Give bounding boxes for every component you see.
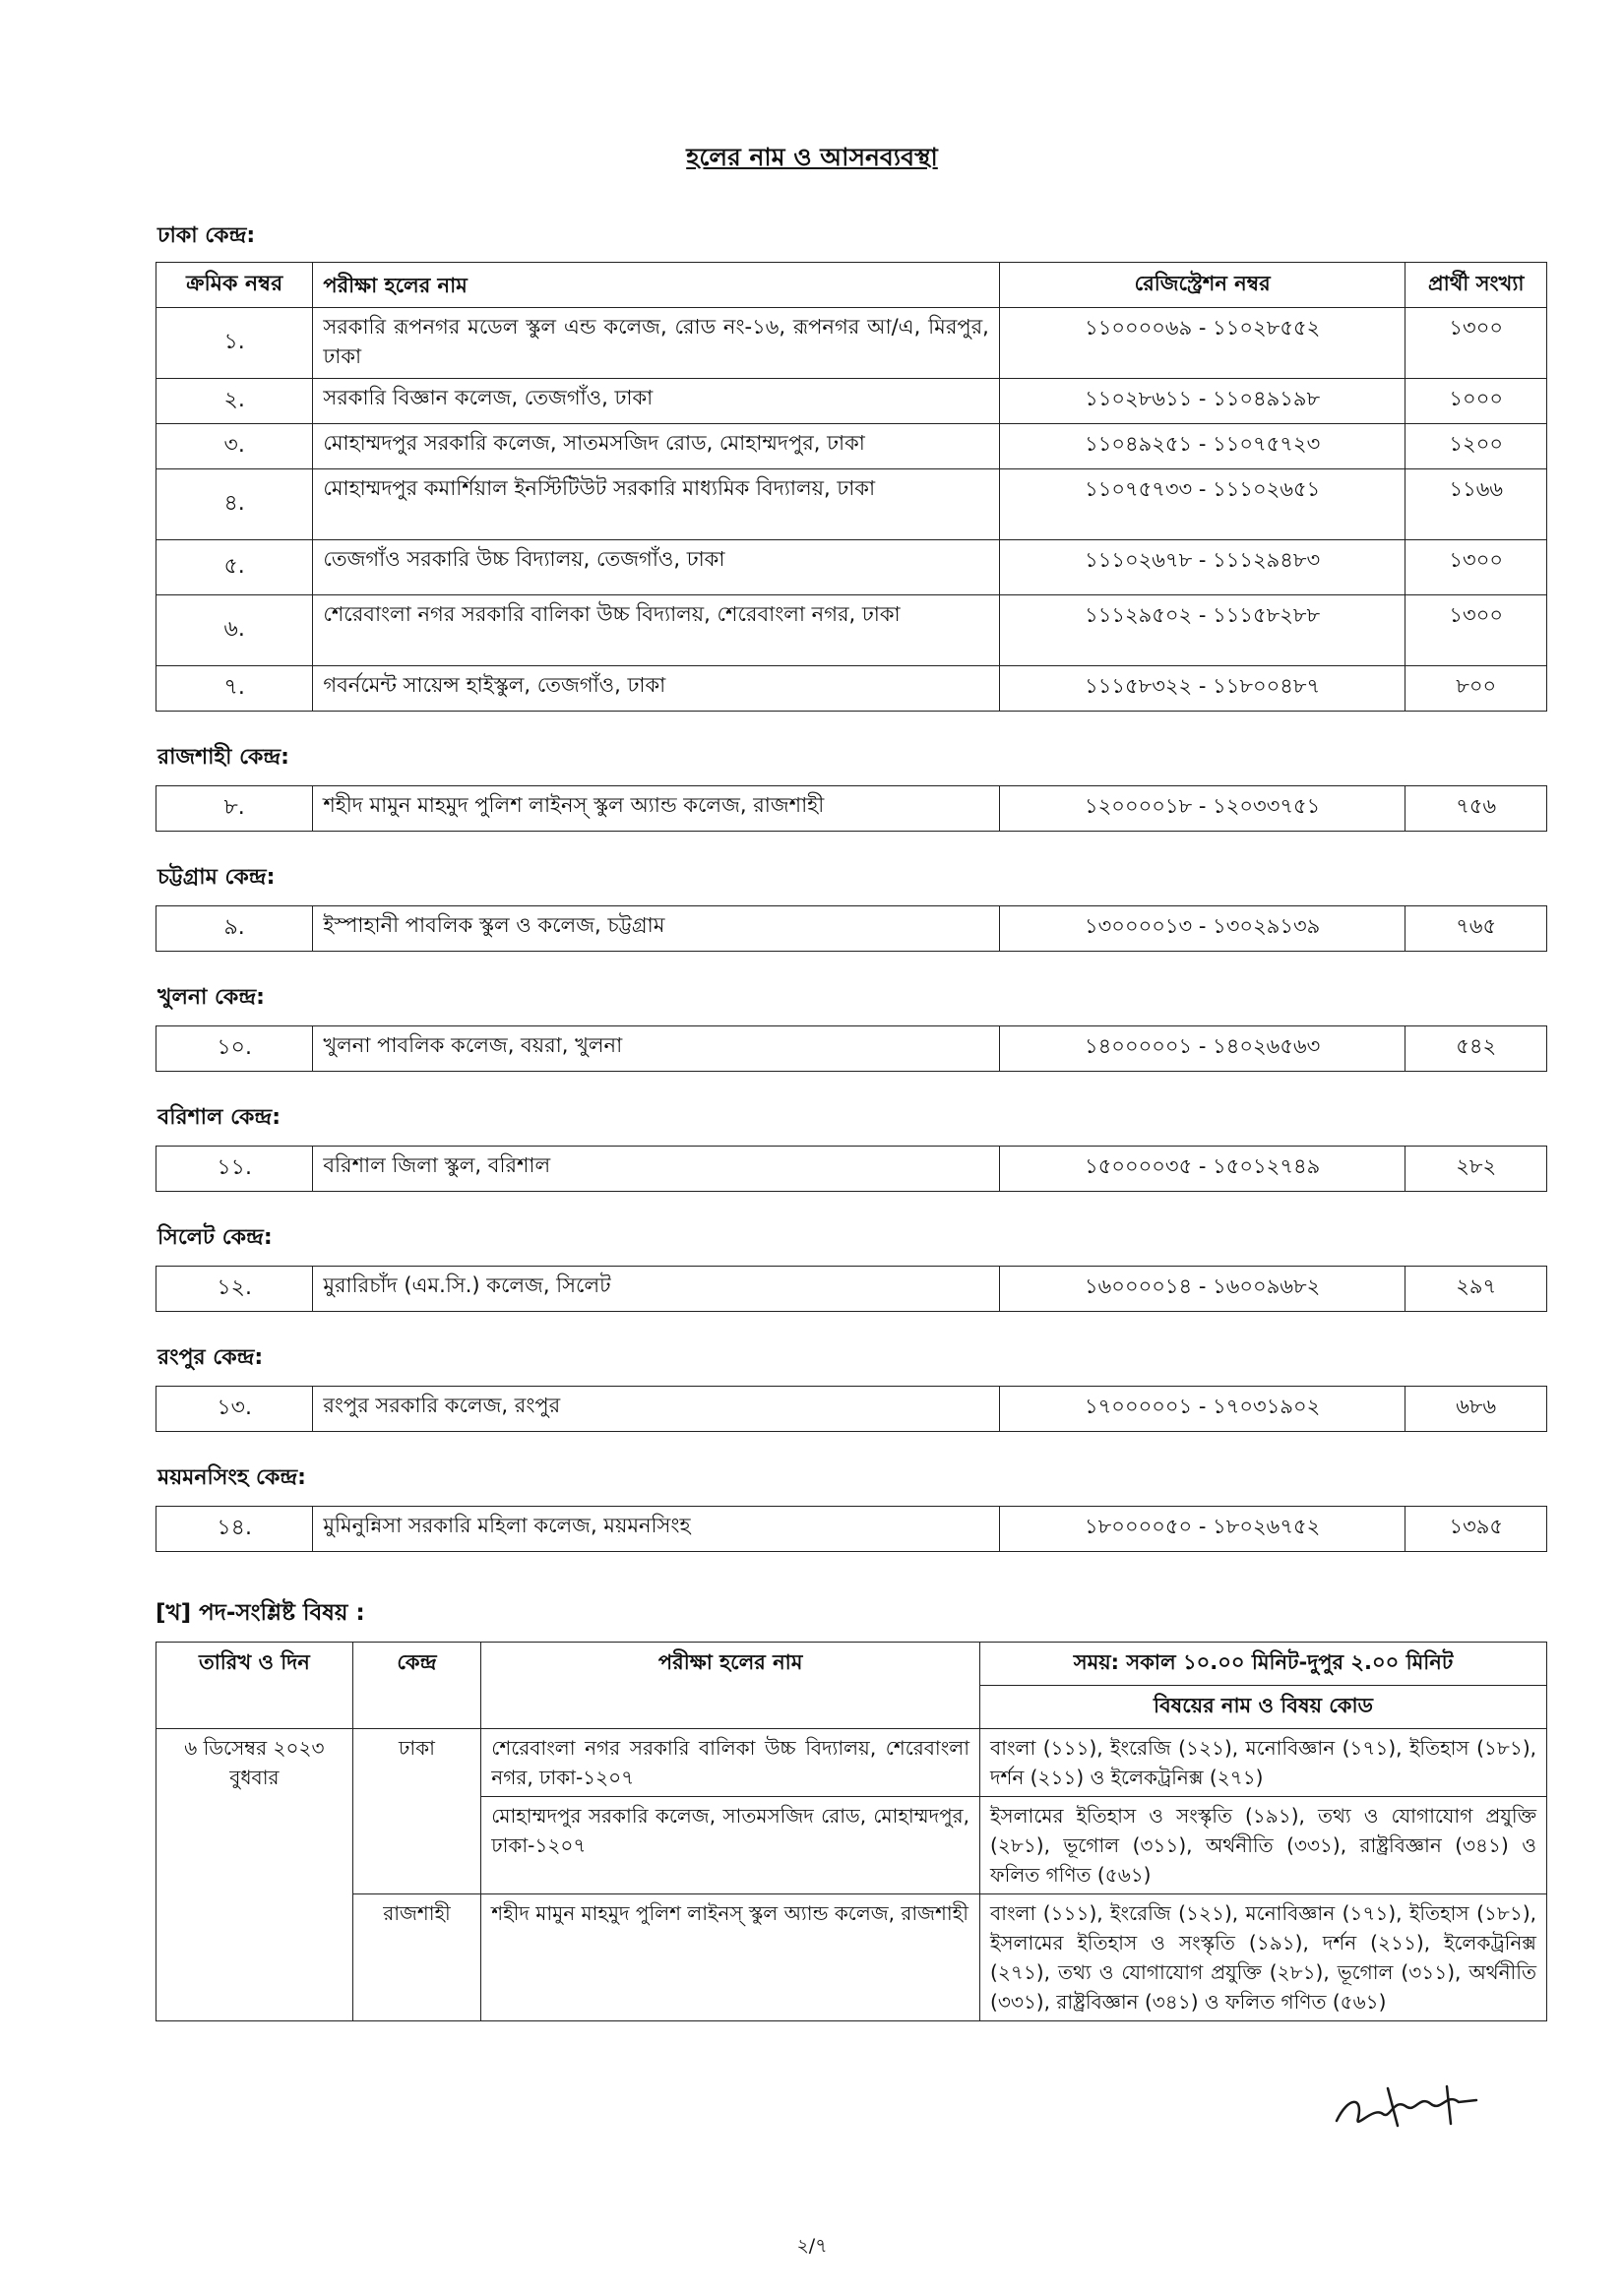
subject-schedule-table [156,1642,1547,2021]
chattogram-heading: চট্টগ্রাম কেন্দ্র: [157,865,276,890]
candidate-count: ১২০০ [1405,424,1547,469]
barishal-table [156,1146,1547,1192]
table-row [156,666,1547,712]
table-row [156,469,1547,540]
col-serial: ক্রমিক নম্বর [156,263,313,308]
candidate-count: ৫৪২ [1405,1026,1547,1072]
hall-name: শেরেবাংলা নগর সরকারি বালিকা উচ্চ বিদ্যালয়, শেরেবাংলা নগর, ঢাকা [313,595,1000,666]
registration-range: ১৪০০০০০১ - ১৪০২৬৫৬৩ [999,1026,1405,1072]
col-subject: বিষয়ের নাম ও বিষয় কোড [980,1686,1547,1729]
serial: ১০. [156,1026,313,1072]
table-row [156,906,1547,952]
registration-range: ১৬০০০০১৪ - ১৬০০৯৬৮২ [999,1267,1405,1312]
page-number: ২/৭ [796,2235,828,2257]
hall-name: শেরেবাংলা নগর সরকারি বালিকা উচ্চ বিদ্যালয়, শেরেবাংলা নগর, ঢাকা-১২০৭ [481,1729,980,1797]
candidate-count: ৭৫৬ [1405,786,1547,832]
table-row [156,308,1547,379]
serial: ২. [156,379,313,424]
sylhet-table [156,1266,1547,1312]
candidate-count: ৬৮৬ [1405,1387,1547,1432]
hall-name: শহীদ মামুন মাহমুদ পুলিশ লাইনস্ স্কুল অ্যান্ড কলেজ, রাজশাহী [481,1894,980,2021]
col-candidates: প্রার্থী সংখ্যা [1405,263,1547,308]
col-center: কেন্দ্র [352,1643,481,1729]
mymensingh-table [156,1506,1547,1552]
section-b-heading: [খ] পদ-সংশ্লিষ্ট বিষয় : [156,1600,365,1626]
table-row [156,1729,1547,1797]
subject-list: ইসলামের ইতিহাস ও সংস্কৃতি (১৯১), তথ্য ও যোগাযোগ প্রযুক্তি (২৮১), ভূগোল (৩১১), অর্থনীতি (৩৩১), রাষ্ট্রবিজ্ঞান (৩৪১) ও ফলিত গণিত (৫৬১) [980,1797,1547,1894]
candidate-count: ১৩৯৫ [1405,1507,1547,1552]
rajshahi-table [156,785,1547,832]
rajshahi-heading: রাজশাহী কেন্দ্র: [157,745,289,770]
rangpur-table [156,1386,1547,1432]
candidate-count: ১০০০ [1405,379,1547,424]
exam-date: ৬ ডিসেম্বর ২০২৩ [184,1736,325,1760]
col-date-day: তারিখ ও দিন [156,1643,353,1729]
candidate-count: ১৩০০ [1405,308,1547,379]
candidate-count: ১৩০০ [1405,540,1547,595]
candidate-count: ১৩০০ [1405,595,1547,666]
hall-name: মোহাম্মদপুর সরকারি কলেজ, সাতমসজিদ রোড, মোহাম্মদপুর, ঢাকা-১২০৭ [481,1797,980,1894]
hall-name: সরকারি বিজ্ঞান কলেজ, তেজগাঁও, ঢাকা [313,379,1000,424]
hall-name: মোহাম্মদপুর সরকারি কলেজ, সাতমসজিদ রোড, মোহাম্মদপুর, ঢাকা [313,424,1000,469]
col-registration: রেজিস্ট্রেশন নম্বর [999,263,1405,308]
serial: ৪. [156,469,313,540]
hall-name: সরকারি রূপনগর মডেল স্কুল এন্ড কলেজ, রোড নং-১৬, রূপনগর আ/এ, মিরপুর, ঢাকা [313,308,1000,379]
registration-range: ১৩০০০০১৩ - ১৩০২৯১৩৯ [999,906,1405,952]
hall-name: শহীদ মামুন মাহমুদ পুলিশ লাইনস্ স্কুল অ্যান্ড কলেজ, রাজশাহী [313,786,1000,832]
subject-list: বাংলা (১১১), ইংরেজি (১২১), মনোবিজ্ঞান (১৭১), ইতিহাস (১৮১), ইসলামের ইতিহাস ও সংস্কৃতি (১৯১), দর্শন (২১১), ইলেকট্রনিক্স (২৭১), তথ্য ও যোগাযোগ প্রযুক্তি (২৮১), ভূগোল (৩১১), অর্থনীতি (৩৩১), রাষ্ট্রবিজ্ঞান (৩৪১) ও ফলিত গণিত (৫৬১) [980,1894,1547,2021]
date-cell [156,1729,353,2021]
table-row [156,540,1547,595]
registration-range: ১১০০০০৬৯ - ১১০২৮৫৫২ [999,308,1405,379]
table-row [156,1026,1547,1072]
table-row [156,1507,1547,1552]
serial: ৫. [156,540,313,595]
registration-range: ১১১৫৮৩২২ - ১১৮০০৪৮৭ [999,666,1405,712]
hall-name: মুমিনুন্নিসা সরকারি মহিলা কলেজ, ময়মনসিংহ [313,1507,1000,1552]
serial: ৯. [156,906,313,952]
hall-name: খুলনা পাবলিক কলেজ, বয়রা, খুলনা [313,1026,1000,1072]
candidate-count: ৭৬৫ [1405,906,1547,952]
hall-name: মুরারিচাঁদ (এম.সি.) কলেজ, সিলেট [313,1267,1000,1312]
hall-name: গবর্নমেন্ট সায়েন্স হাইস্কুল, তেজগাঁও, ঢাকা [313,666,1000,712]
candidate-count: ১১৬৬ [1405,469,1547,540]
col-hall-name: পরীক্ষা হলের নাম [481,1643,980,1729]
table-row [156,786,1547,832]
dhaka-heading: ঢাকা কেন্দ্র: [157,223,256,248]
registration-range: ১১১২৯৫০২ - ১১১৫৮২৮৮ [999,595,1405,666]
hall-name: ইস্পাহানী পাবলিক স্কুল ও কলেজ, চট্টগ্রাম [313,906,1000,952]
table-row [156,1147,1547,1192]
signature [1329,2077,1496,2145]
col-time: সময়: সকাল ১০.০০ মিনিট-দুপুর ২.০০ মিনিট [980,1643,1547,1686]
serial: ৬. [156,595,313,666]
serial: ১৩. [156,1387,313,1432]
registration-range: ১১১০২৬৭৮ - ১১১২৯৪৮৩ [999,540,1405,595]
chattogram-table [156,905,1547,952]
hall-name: রংপুর সরকারি কলেজ, রংপুর [313,1387,1000,1432]
mymensingh-heading: ময়মনসিংহ কেন্দ্র: [157,1465,306,1490]
sylhet-heading: সিলেট কেন্দ্র: [157,1225,273,1250]
serial: ৮. [156,786,313,832]
registration-range: ১৫০০০০৩৫ - ১৫০১২৭৪৯ [999,1147,1405,1192]
table-row [156,1387,1547,1432]
table-header-row [156,263,1547,308]
table-row [156,1894,1547,2021]
khulna-heading: খুলনা কেন্দ্র: [157,985,265,1010]
subject-list: বাংলা (১১১), ইংরেজি (১২১), মনোবিজ্ঞান (১৭১), ইতিহাস (১৮১), দর্শন (২১১) ও ইলেকট্রনিক্স (২৭১) [980,1729,1547,1797]
candidate-count: ২৮২ [1405,1147,1547,1192]
rangpur-heading: রংপুর কেন্দ্র: [157,1345,264,1370]
barishal-heading: বরিশাল কেন্দ্র: [157,1105,281,1130]
exam-day: বুধবার [229,1766,280,1789]
hall-name: বরিশাল জিলা স্কুল, বরিশাল [313,1147,1000,1192]
registration-range: ১১০৪৯২৫১ - ১১০৭৫৭২৩ [999,424,1405,469]
serial: ১২. [156,1267,313,1312]
col-hall-name: পরীক্ষা হলের নাম [313,263,1000,308]
serial: ১৪. [156,1507,313,1552]
table-row [156,595,1547,666]
table-row [156,1267,1547,1312]
hall-name: মোহাম্মদপুর কমার্শিয়াল ইনস্টিটিউট সরকারি মাধ্যমিক বিদ্যালয়, ঢাকা [313,469,1000,540]
serial: ১১. [156,1147,313,1192]
table-row [156,424,1547,469]
khulna-table [156,1025,1547,1072]
table-header-row [156,1643,1547,1686]
serial: ৭. [156,666,313,712]
candidate-count: ৮০০ [1405,666,1547,712]
registration-range: ১২০০০০১৮ - ১২০৩৩৭৫১ [999,786,1405,832]
registration-range: ১৮০০০০৫০ - ১৮০২৬৭৫২ [999,1507,1405,1552]
hall-name: তেজগাঁও সরকারি উচ্চ বিদ্যালয়, তেজগাঁও, ঢাকা [313,540,1000,595]
serial: ১. [156,308,313,379]
registration-range: ১১০২৮৬১১ - ১১০৪৯১৯৮ [999,379,1405,424]
candidate-count: ২৯৭ [1405,1267,1547,1312]
page-title: হলের নাম ও আসনব্যবস্থা [686,143,938,171]
dhaka-table [156,262,1547,712]
table-row [156,379,1547,424]
registration-range: ১১০৭৫৭৩৩ - ১১১০২৬৫১ [999,469,1405,540]
registration-range: ১৭০০০০০১ - ১৭০৩১৯০২ [999,1387,1405,1432]
center-name: ঢাকা [352,1729,481,1894]
serial: ৩. [156,424,313,469]
center-name: রাজশাহী [352,1894,481,2021]
